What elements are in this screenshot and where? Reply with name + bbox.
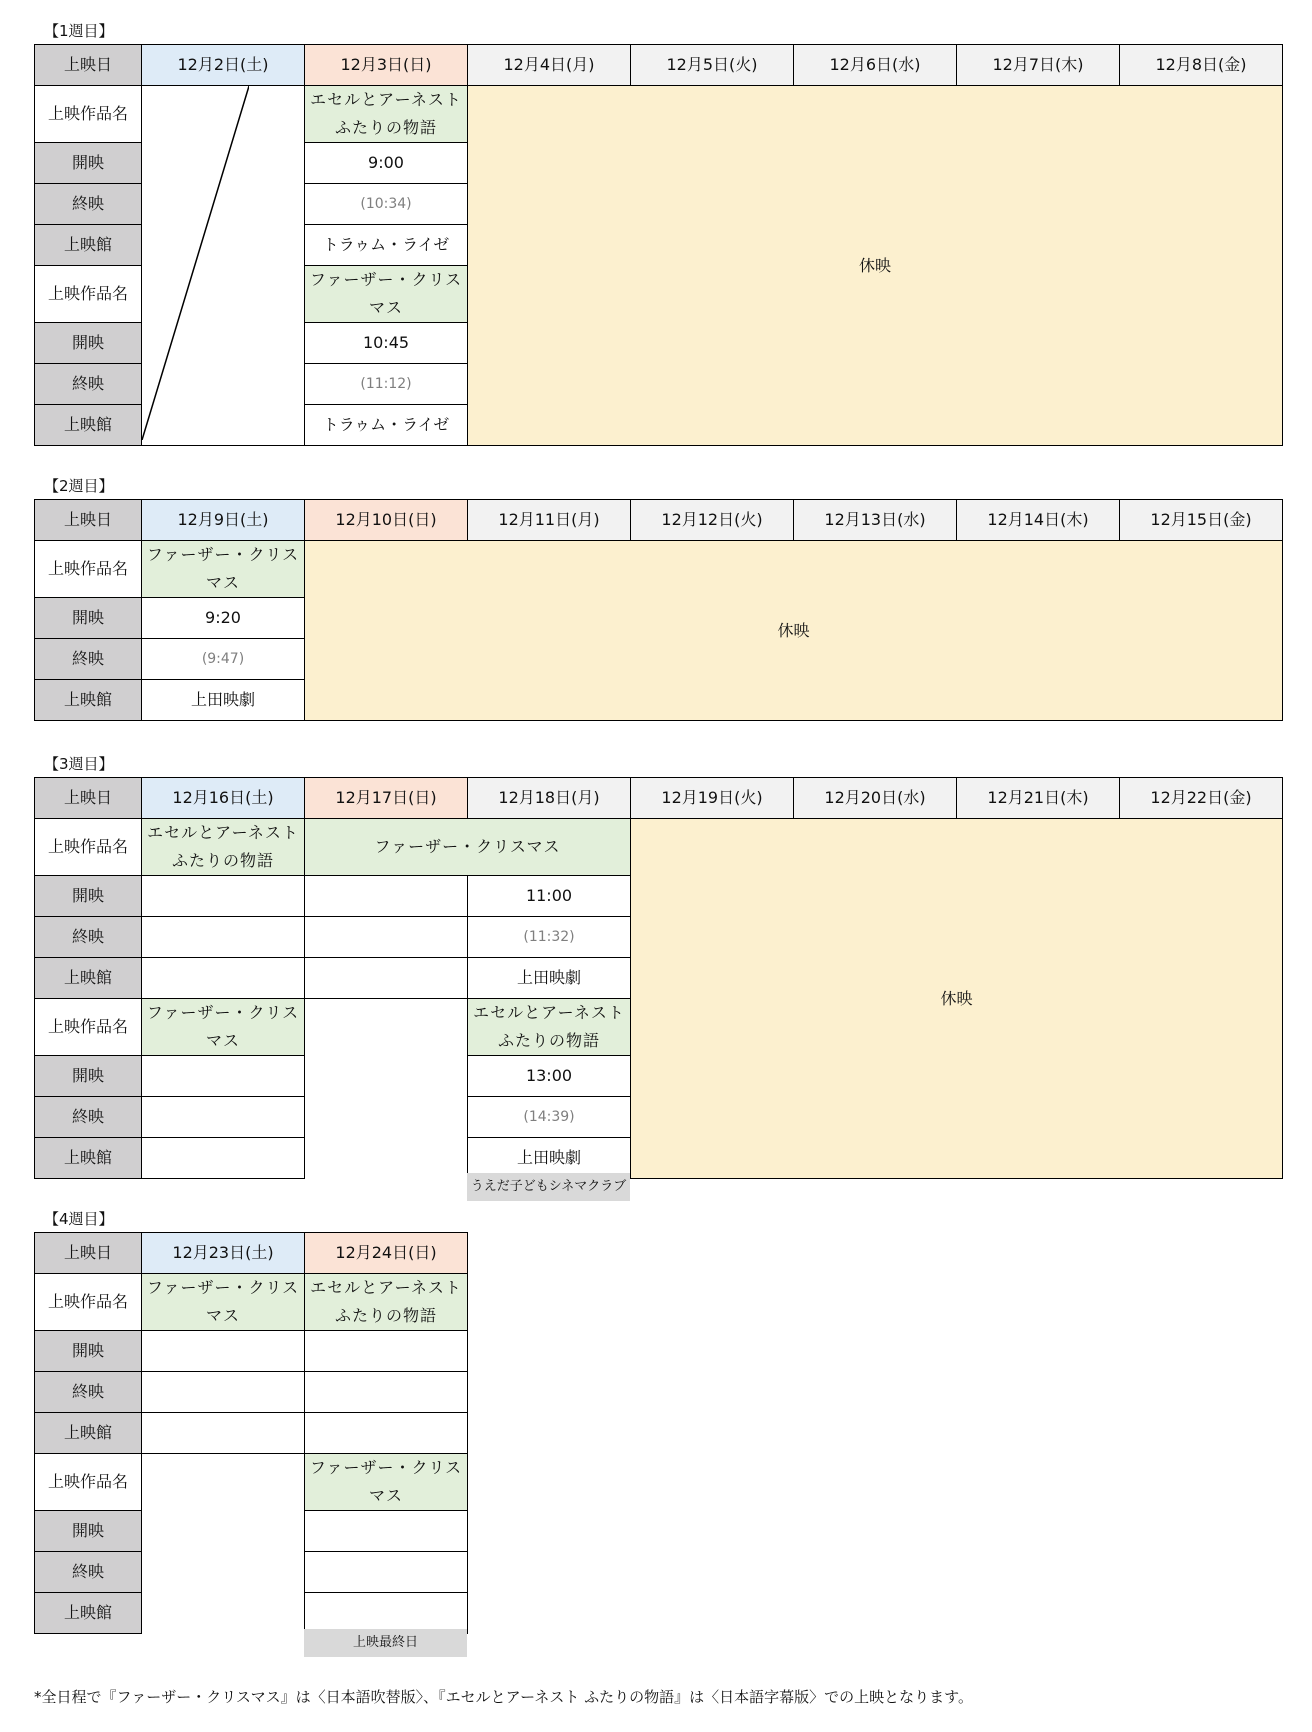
- date-cell: 12月16日(土): [142, 778, 305, 819]
- date-cell: 12月5日(火): [631, 45, 794, 86]
- date-cell: 12月4日(月): [468, 45, 631, 86]
- venue-cell: 上田映劇: [468, 1138, 631, 1179]
- empty-cell: [142, 958, 305, 999]
- film-cell: ファーザー・クリスマス: [305, 819, 631, 876]
- empty-cell: [305, 1552, 468, 1593]
- start-time: 9:00: [305, 143, 468, 184]
- film-cell: ファーザー・クリスマス: [142, 541, 305, 598]
- label-venue: 上映館: [35, 405, 142, 446]
- date-cell: 12月15日(金): [1120, 500, 1283, 541]
- empty-cell: [142, 1097, 305, 1138]
- week2-table: [34, 499, 1283, 721]
- week3-table: [34, 777, 1283, 1179]
- empty-cell: [305, 1372, 468, 1413]
- date-cell: 12月2日(土): [142, 45, 305, 86]
- label-end: 終映: [35, 639, 142, 680]
- empty-cell: [305, 1331, 468, 1372]
- end-time: (14:39): [468, 1097, 631, 1138]
- date-cell: 12月8日(金): [1120, 45, 1283, 86]
- date-cell: 12月24日(日): [305, 1233, 468, 1274]
- label-venue: 上映館: [35, 1138, 142, 1179]
- film-cell: エセルとアーネスト ふたりの物語: [305, 86, 468, 143]
- film-cell: ファーザー・クリスマス: [142, 999, 305, 1056]
- label-venue: 上映館: [35, 1593, 142, 1634]
- week2-title: 【2週目】: [44, 477, 114, 495]
- diagonal-line-icon: [142, 86, 249, 440]
- week4-title: 【4週目】: [44, 1210, 114, 1228]
- label-date: 上映日: [35, 1233, 142, 1274]
- start-time: 9:20: [142, 598, 305, 639]
- empty-area: [142, 1454, 305, 1634]
- date-cell: 12月7日(木): [957, 45, 1120, 86]
- date-cell: 12月13日(水): [794, 500, 957, 541]
- empty-cell: [305, 1593, 468, 1634]
- label-end: 終映: [35, 364, 142, 405]
- end-time: (9:47): [142, 639, 305, 680]
- empty-cell: [305, 1413, 468, 1454]
- date-cell: 12月9日(土): [142, 500, 305, 541]
- week1-table: [34, 44, 1283, 446]
- empty-cell: [142, 1056, 305, 1097]
- empty-cell: [305, 958, 468, 999]
- label-end: 終映: [35, 917, 142, 958]
- label-film: 上映作品名: [35, 86, 142, 143]
- start-time: 13:00: [468, 1056, 631, 1097]
- start-time: 10:45: [305, 323, 468, 364]
- closed-cell: 休映: [305, 541, 1283, 721]
- film-cell: エセルとアーネスト ふたりの物語: [142, 819, 305, 876]
- date-cell: 12月12日(火): [631, 500, 794, 541]
- label-start: 開映: [35, 143, 142, 184]
- closed-cell: 休映: [468, 86, 1283, 446]
- empty-cell: [305, 1511, 468, 1552]
- empty-area: [305, 999, 468, 1179]
- label-film: 上映作品名: [35, 819, 142, 876]
- label-venue: 上映館: [35, 1413, 142, 1454]
- empty-cell: [142, 1372, 305, 1413]
- label-film: 上映作品名: [35, 266, 142, 323]
- date-cell: 12月18日(月): [468, 778, 631, 819]
- film-cell: エセルとアーネスト ふたりの物語: [305, 1274, 468, 1331]
- end-time: (11:32): [468, 917, 631, 958]
- empty-cell: [305, 876, 468, 917]
- empty-cell: [142, 917, 305, 958]
- label-end: 終映: [35, 1552, 142, 1593]
- date-cell: 12月20日(水): [794, 778, 957, 819]
- last-day-note: 上映最終日: [304, 1629, 467, 1657]
- date-cell: 12月10日(日): [305, 500, 468, 541]
- film-cell: ファーザー・クリスマス: [305, 1454, 468, 1511]
- empty-cell: [142, 1331, 305, 1372]
- film-cell: ファーザー・クリスマス: [305, 266, 468, 323]
- label-end: 終映: [35, 1097, 142, 1138]
- date-cell: 12月21日(木): [957, 778, 1120, 819]
- date-cell: 12月17日(日): [305, 778, 468, 819]
- label-start: 開映: [35, 323, 142, 364]
- label-start: 開映: [35, 598, 142, 639]
- film-cell: エセルとアーネスト ふたりの物語: [468, 999, 631, 1056]
- label-venue: 上映館: [35, 225, 142, 266]
- date-cell: 12月22日(金): [1120, 778, 1283, 819]
- date-cell: 12月6日(水): [794, 45, 957, 86]
- date-cell: 12月3日(日): [305, 45, 468, 86]
- start-time: 11:00: [468, 876, 631, 917]
- week3-title: 【3週目】: [44, 755, 114, 773]
- label-film: 上映作品名: [35, 1454, 142, 1511]
- venue-cell: トラゥム・ライゼ: [305, 225, 468, 266]
- closed-cell: 休映: [631, 819, 1283, 1179]
- week4-table: [34, 1232, 468, 1634]
- label-start: 開映: [35, 1056, 142, 1097]
- label-start: 開映: [35, 876, 142, 917]
- cinema-club-note: うえだ子どもシネマクラブ: [467, 1173, 630, 1201]
- label-date: 上映日: [35, 45, 142, 86]
- footnote: *全日程で『ファーザー・クリスマス』は〈日本語吹替版〉、『エセルとアーネスト ふたりの物語』は〈日本語字幕版〉での上映となります。: [34, 1688, 973, 1706]
- date-cell: 12月11日(月): [468, 500, 631, 541]
- label-end: 終映: [35, 1372, 142, 1413]
- venue-cell: トラゥム・ライゼ: [305, 405, 468, 446]
- empty-cell: [305, 917, 468, 958]
- empty-cell: [142, 876, 305, 917]
- label-film: 上映作品名: [35, 1274, 142, 1331]
- date-cell: 12月23日(土): [142, 1233, 305, 1274]
- date-cell: 12月14日(木): [957, 500, 1120, 541]
- label-end: 終映: [35, 184, 142, 225]
- no-screening-diagonal: [142, 86, 305, 446]
- label-venue: 上映館: [35, 680, 142, 721]
- venue-cell: 上田映劇: [468, 958, 631, 999]
- label-venue: 上映館: [35, 958, 142, 999]
- end-time: (11:12): [305, 364, 468, 405]
- end-time: (10:34): [305, 184, 468, 225]
- label-start: 開映: [35, 1331, 142, 1372]
- empty-cell: [142, 1413, 305, 1454]
- film-cell: ファーザー・クリスマス: [142, 1274, 305, 1331]
- label-date: 上映日: [35, 778, 142, 819]
- label-film: 上映作品名: [35, 999, 142, 1056]
- label-start: 開映: [35, 1511, 142, 1552]
- label-date: 上映日: [35, 500, 142, 541]
- date-cell: 12月19日(火): [631, 778, 794, 819]
- label-film: 上映作品名: [35, 541, 142, 598]
- empty-cell: [142, 1138, 305, 1179]
- venue-cell: 上田映劇: [142, 680, 305, 721]
- week1-title: 【1週目】: [44, 22, 114, 40]
